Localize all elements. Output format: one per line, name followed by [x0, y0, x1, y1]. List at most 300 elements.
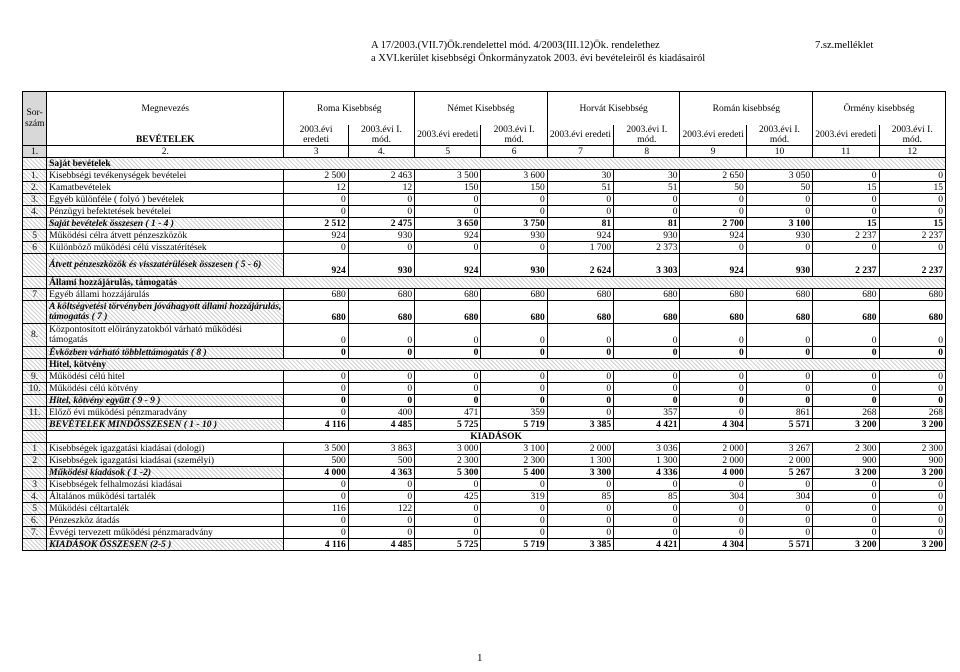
value-cell: 3 100 — [481, 443, 547, 455]
value-cell: 0 — [879, 515, 946, 527]
value-cell: 5 725 — [415, 419, 481, 431]
bevetelek-heading: BEVÉTELEK — [47, 125, 284, 146]
value-cell: 924 — [284, 230, 348, 242]
table-row — [23, 479, 946, 491]
value-cell: 0 — [680, 395, 746, 407]
row-label: Saját bevételek — [47, 158, 946, 170]
row-label: Évvégi tervezett működési pénzmaradvány — [47, 527, 284, 539]
value-cell: 0 — [879, 347, 946, 359]
value-cell: 3 200 — [879, 419, 946, 431]
value-cell: 0 — [348, 371, 414, 383]
table-row — [23, 407, 946, 419]
value-cell: 150 — [481, 182, 547, 194]
value-cell: 0 — [284, 527, 348, 539]
value-cell: 3 303 — [614, 254, 680, 277]
index-cell: 4. — [348, 146, 414, 158]
row-label: Hitel, kötvény együtt ( 9 - 9 ) — [47, 395, 284, 407]
value-cell: 5 719 — [481, 539, 547, 551]
value-cell: 680 — [547, 301, 613, 324]
value-cell: 0 — [348, 347, 414, 359]
value-cell: 0 — [547, 324, 613, 347]
value-cell: 0 — [614, 371, 680, 383]
sub-col: 2003.évi eredeti — [813, 125, 879, 146]
value-cell: 0 — [680, 206, 746, 218]
value-cell: 0 — [614, 194, 680, 206]
value-cell: 0 — [746, 395, 812, 407]
sub-col: 2003.évi I. mód. — [348, 125, 414, 146]
row-number: 9. — [23, 371, 47, 383]
value-cell: 0 — [614, 515, 680, 527]
row-number — [23, 359, 47, 371]
row-label: Különböző működési célú visszatérítések — [47, 242, 284, 254]
value-cell: 680 — [284, 289, 348, 301]
value-cell: 0 — [813, 527, 879, 539]
group-horvat: Horvát Kisebbség — [547, 92, 680, 126]
index-cell: 2. — [47, 146, 284, 158]
value-cell: 680 — [813, 289, 879, 301]
value-cell: 0 — [746, 371, 812, 383]
value-cell: 0 — [746, 479, 812, 491]
row-label: Működési célra átvett pénzeszközök — [47, 230, 284, 242]
table-row — [23, 254, 946, 277]
row-label: Hitel, kötvény — [47, 359, 946, 371]
value-cell: 3 500 — [284, 443, 348, 455]
value-cell: 0 — [348, 491, 414, 503]
sub-col: 2003.évi I. mód. — [879, 125, 946, 146]
value-cell: 0 — [415, 242, 481, 254]
value-cell: 680 — [481, 301, 547, 324]
value-cell: 0 — [481, 206, 547, 218]
value-cell: 4 363 — [348, 467, 414, 479]
row-label: Kisebbségek igazgatási kiadásai (személyi) — [47, 455, 284, 467]
row-number: 3 — [23, 479, 47, 491]
value-cell: 0 — [481, 324, 547, 347]
value-cell: 2 237 — [879, 254, 946, 277]
sub-col: 2003.évi eredeti — [680, 125, 746, 146]
value-cell: 0 — [284, 491, 348, 503]
value-cell: 0 — [284, 324, 348, 347]
value-cell: 0 — [746, 515, 812, 527]
value-cell: 0 — [614, 383, 680, 395]
value-cell: 4 000 — [284, 467, 348, 479]
value-cell: 12 — [284, 182, 348, 194]
sub-col: 2003.évi eredeti — [284, 125, 348, 146]
value-cell: 0 — [879, 194, 946, 206]
value-cell: 0 — [547, 194, 613, 206]
value-cell: 0 — [348, 206, 414, 218]
value-cell: 3 200 — [879, 539, 946, 551]
value-cell: 3 385 — [547, 419, 613, 431]
value-cell: 0 — [547, 371, 613, 383]
value-cell: 0 — [284, 206, 348, 218]
value-cell: 0 — [614, 527, 680, 539]
row-label: Előző évi működési pénzmaradvány — [47, 407, 284, 419]
index-cell: 10 — [746, 146, 812, 158]
value-cell: 0 — [746, 383, 812, 395]
row-number — [23, 347, 47, 359]
value-cell: 30 — [614, 170, 680, 182]
value-cell: 0 — [680, 503, 746, 515]
row-number — [23, 277, 47, 289]
sub-col: 2003.évi I. mód. — [481, 125, 547, 146]
value-cell: 0 — [415, 383, 481, 395]
value-cell: 2 475 — [348, 218, 414, 230]
value-cell: 268 — [879, 407, 946, 419]
value-cell: 0 — [614, 479, 680, 491]
value-cell: 0 — [879, 527, 946, 539]
table-row — [23, 539, 946, 551]
value-cell: 3 600 — [481, 170, 547, 182]
value-cell: 0 — [481, 527, 547, 539]
value-cell: 680 — [348, 301, 414, 324]
value-cell: 0 — [348, 242, 414, 254]
value-cell: 0 — [547, 515, 613, 527]
value-cell: 0 — [348, 194, 414, 206]
value-cell: 5 719 — [481, 419, 547, 431]
value-cell: 0 — [547, 527, 613, 539]
value-cell: 0 — [348, 515, 414, 527]
value-cell: 0 — [547, 503, 613, 515]
value-cell: 3 650 — [415, 218, 481, 230]
value-cell: 0 — [547, 206, 613, 218]
row-number — [23, 467, 47, 479]
value-cell: 680 — [348, 289, 414, 301]
row-label: Kisebbségek igazgatási kiadásai (dologi) — [47, 443, 284, 455]
value-cell: 12 — [348, 182, 414, 194]
value-cell: 861 — [746, 407, 812, 419]
value-cell: 0 — [879, 371, 946, 383]
value-cell: 3 267 — [746, 443, 812, 455]
value-cell: 0 — [813, 242, 879, 254]
value-cell: 0 — [813, 347, 879, 359]
value-cell: 0 — [284, 395, 348, 407]
value-cell: 81 — [614, 218, 680, 230]
value-cell: 500 — [348, 455, 414, 467]
value-cell: 3 200 — [879, 467, 946, 479]
sub-header-row — [23, 125, 946, 146]
value-cell: 3 200 — [813, 419, 879, 431]
value-cell: 0 — [284, 371, 348, 383]
value-cell: 3 750 — [481, 218, 547, 230]
value-cell: 4 304 — [680, 419, 746, 431]
value-cell: 3 000 — [415, 443, 481, 455]
value-cell: 0 — [284, 407, 348, 419]
row-label: Kamatbevételek — [47, 182, 284, 194]
sub-col: 2003.évi eredeti — [415, 125, 481, 146]
table-row — [23, 347, 946, 359]
row-number: 7 — [23, 289, 47, 301]
group-roma: Roma Kisebbség — [284, 92, 415, 126]
value-cell: 0 — [547, 479, 613, 491]
value-cell: 0 — [481, 515, 547, 527]
value-cell: 4 000 — [680, 467, 746, 479]
value-cell: 500 — [284, 455, 348, 467]
row-number — [23, 301, 47, 324]
value-cell: 924 — [415, 254, 481, 277]
value-cell: 0 — [481, 503, 547, 515]
row-label: A költségvetési törvényben jóváhagyott állami hozzájárulás, támogatás ( 7 ) — [47, 301, 284, 324]
value-cell: 425 — [415, 491, 481, 503]
header-line-1: A 17/2003.(VII.7)Ök.rendelettel mód. 4/2003(III.12)Ök. rendelethez — [371, 40, 660, 51]
value-cell: 930 — [481, 254, 547, 277]
value-cell: 2 512 — [284, 218, 348, 230]
value-cell: 680 — [284, 301, 348, 324]
budget-table — [22, 91, 946, 551]
value-cell: 900 — [879, 455, 946, 467]
value-cell: 0 — [680, 347, 746, 359]
value-cell: 1 300 — [547, 455, 613, 467]
table-row — [23, 301, 946, 324]
row-number: 2. — [23, 182, 47, 194]
row-label: Átvett pénzeszközök és visszatérülések összesen ( 5 - 6) — [47, 254, 284, 277]
value-cell: 0 — [284, 242, 348, 254]
value-cell: 0 — [415, 347, 481, 359]
value-cell: 2 300 — [879, 443, 946, 455]
value-cell: 0 — [746, 503, 812, 515]
index-cell: 3 — [284, 146, 348, 158]
value-cell: 680 — [614, 301, 680, 324]
value-cell: 2 237 — [813, 230, 879, 242]
value-cell: 680 — [680, 289, 746, 301]
table-row — [23, 218, 946, 230]
row-label: Kisebbségi tevékenységek bevételei — [47, 170, 284, 182]
value-cell: 0 — [813, 324, 879, 347]
row-label: Működési kiadások ( 1 -2) — [47, 467, 284, 479]
value-cell: 0 — [481, 194, 547, 206]
value-cell: 51 — [547, 182, 613, 194]
value-cell: 357 — [614, 407, 680, 419]
value-cell: 3 200 — [813, 467, 879, 479]
value-cell: 0 — [348, 383, 414, 395]
value-cell: 0 — [746, 324, 812, 347]
value-cell: 0 — [481, 347, 547, 359]
value-cell: 0 — [348, 395, 414, 407]
value-cell: 930 — [348, 254, 414, 277]
table-row — [23, 158, 946, 170]
value-cell: 0 — [284, 383, 348, 395]
value-cell: 150 — [415, 182, 481, 194]
index-cell: 11 — [813, 146, 879, 158]
value-cell: 0 — [284, 479, 348, 491]
row-number: 7. — [23, 527, 47, 539]
value-cell: 359 — [481, 407, 547, 419]
value-cell: 0 — [680, 515, 746, 527]
value-cell: 680 — [879, 289, 946, 301]
value-cell: 0 — [284, 515, 348, 527]
row-label: Egyéb állami hozzájárulás — [47, 289, 284, 301]
value-cell: 51 — [614, 182, 680, 194]
value-cell: 5 400 — [481, 467, 547, 479]
row-number: 3. — [23, 194, 47, 206]
table-row — [23, 359, 946, 371]
value-cell: 930 — [481, 230, 547, 242]
table-row — [23, 395, 946, 407]
table-row — [23, 194, 946, 206]
value-cell: 0 — [680, 324, 746, 347]
row-number: 1. — [23, 170, 47, 182]
value-cell: 2 237 — [879, 230, 946, 242]
row-label: Központosított előirányzatokból várható működési támogatás — [47, 324, 284, 347]
value-cell: 30 — [547, 170, 613, 182]
value-cell: 0 — [481, 383, 547, 395]
value-cell: 3 100 — [746, 218, 812, 230]
header-line-2: a XVI.kerület kisebbségi Önkormányzatok 2003. évi bevételeiről és kiadásairól — [371, 53, 706, 64]
table-row — [23, 230, 946, 242]
value-cell: 2 300 — [813, 443, 879, 455]
table-row — [23, 503, 946, 515]
value-cell: 0 — [415, 371, 481, 383]
value-cell: 15 — [813, 182, 879, 194]
value-cell: 924 — [284, 254, 348, 277]
value-cell: 924 — [680, 254, 746, 277]
value-cell: 0 — [879, 242, 946, 254]
row-number: 2 — [23, 455, 47, 467]
row-label: Kisebbségek felhalmozási kiadásai — [47, 479, 284, 491]
value-cell: 930 — [746, 230, 812, 242]
table-row — [23, 324, 946, 347]
value-cell: 1 300 — [614, 455, 680, 467]
table-row — [23, 515, 946, 527]
table-row — [23, 277, 946, 289]
row-number — [23, 254, 47, 277]
value-cell: 680 — [680, 301, 746, 324]
row-number: 6. — [23, 515, 47, 527]
sub-col: 2003.évi eredeti — [547, 125, 613, 146]
row-label: Működési célú kötvény — [47, 383, 284, 395]
value-cell: 471 — [415, 407, 481, 419]
value-cell: 0 — [680, 194, 746, 206]
value-cell: 0 — [746, 527, 812, 539]
value-cell: 3 036 — [614, 443, 680, 455]
value-cell: 319 — [481, 491, 547, 503]
row-number: 5 — [23, 503, 47, 515]
value-cell: 0 — [481, 242, 547, 254]
value-cell: 0 — [680, 479, 746, 491]
row-number: 11. — [23, 407, 47, 419]
value-cell: 116 — [284, 503, 348, 515]
table-row — [23, 443, 946, 455]
value-cell: 0 — [680, 371, 746, 383]
value-cell: 81 — [547, 218, 613, 230]
value-cell: 0 — [415, 194, 481, 206]
value-cell: 0 — [879, 503, 946, 515]
value-cell: 2 624 — [547, 254, 613, 277]
value-cell: 680 — [813, 301, 879, 324]
table-row — [23, 431, 946, 443]
row-number — [23, 395, 47, 407]
row-label: Pénzeszköz átadás — [47, 515, 284, 527]
row-label: BEVÉTELEK MINDÖSSZESEN ( 1 - 10 ) — [47, 419, 284, 431]
value-cell: 0 — [547, 347, 613, 359]
value-cell: 0 — [879, 170, 946, 182]
group-roman: Román kisebbség — [680, 92, 813, 126]
value-cell: 5 571 — [746, 419, 812, 431]
table-row — [23, 419, 946, 431]
column-index-row — [23, 146, 946, 158]
value-cell: 680 — [481, 289, 547, 301]
value-cell: 2 373 — [614, 242, 680, 254]
value-cell: 900 — [813, 455, 879, 467]
value-cell: 5 725 — [415, 539, 481, 551]
value-cell: 4 336 — [614, 467, 680, 479]
table-row — [23, 467, 946, 479]
row-number: 6 — [23, 242, 47, 254]
value-cell: 5 267 — [746, 467, 812, 479]
value-cell: 0 — [746, 347, 812, 359]
value-cell: 680 — [746, 301, 812, 324]
index-cell: 9 — [680, 146, 746, 158]
value-cell: 0 — [284, 194, 348, 206]
table-row — [23, 289, 946, 301]
value-cell: 4 116 — [284, 539, 348, 551]
value-cell: 680 — [415, 289, 481, 301]
index-cell: 12 — [879, 146, 946, 158]
table-row — [23, 371, 946, 383]
value-cell: 15 — [813, 218, 879, 230]
value-cell: 3 385 — [547, 539, 613, 551]
value-cell: 0 — [614, 206, 680, 218]
value-cell: 0 — [813, 371, 879, 383]
value-cell: 930 — [614, 230, 680, 242]
row-label: Pénzügyi befektetések bevételei — [47, 206, 284, 218]
value-cell: 2 300 — [415, 455, 481, 467]
value-cell: 0 — [415, 206, 481, 218]
value-cell: 85 — [547, 491, 613, 503]
row-label: Évközben várható többlettámogatás ( 8 ) — [47, 347, 284, 359]
value-cell: 122 — [348, 503, 414, 515]
value-cell: 0 — [746, 206, 812, 218]
row-label: Állami hozzájárulás, támogatás — [47, 277, 946, 289]
row-number: 8. — [23, 324, 47, 347]
value-cell: 0 — [614, 395, 680, 407]
value-cell: 0 — [415, 503, 481, 515]
table-row — [23, 383, 946, 395]
value-cell: 0 — [348, 527, 414, 539]
table-row — [23, 491, 946, 503]
value-cell: 0 — [415, 515, 481, 527]
value-cell: 0 — [879, 479, 946, 491]
row-label: Működési céltartalék — [47, 503, 284, 515]
value-cell: 930 — [746, 254, 812, 277]
value-cell: 0 — [813, 395, 879, 407]
value-cell: 0 — [680, 242, 746, 254]
value-cell: 2 000 — [680, 455, 746, 467]
value-cell: 0 — [348, 479, 414, 491]
value-cell: 3 500 — [415, 170, 481, 182]
value-cell: 304 — [680, 491, 746, 503]
value-cell: 0 — [813, 194, 879, 206]
table-row — [23, 182, 946, 194]
value-cell: 2 463 — [348, 170, 414, 182]
row-number — [23, 419, 47, 431]
value-cell: 0 — [415, 479, 481, 491]
value-cell: 0 — [481, 371, 547, 383]
value-cell: 0 — [680, 407, 746, 419]
value-cell: 3 863 — [348, 443, 414, 455]
value-cell: 268 — [813, 407, 879, 419]
value-cell: 0 — [813, 491, 879, 503]
index-cell: 1. — [23, 146, 47, 158]
value-cell: 0 — [614, 324, 680, 347]
row-number — [23, 158, 47, 170]
value-cell: 2 650 — [680, 170, 746, 182]
value-cell: 4 421 — [614, 539, 680, 551]
value-cell: 680 — [879, 301, 946, 324]
row-label: KIADÁSOK — [47, 431, 946, 443]
value-cell: 400 — [348, 407, 414, 419]
value-cell: 0 — [879, 324, 946, 347]
value-cell: 0 — [415, 527, 481, 539]
